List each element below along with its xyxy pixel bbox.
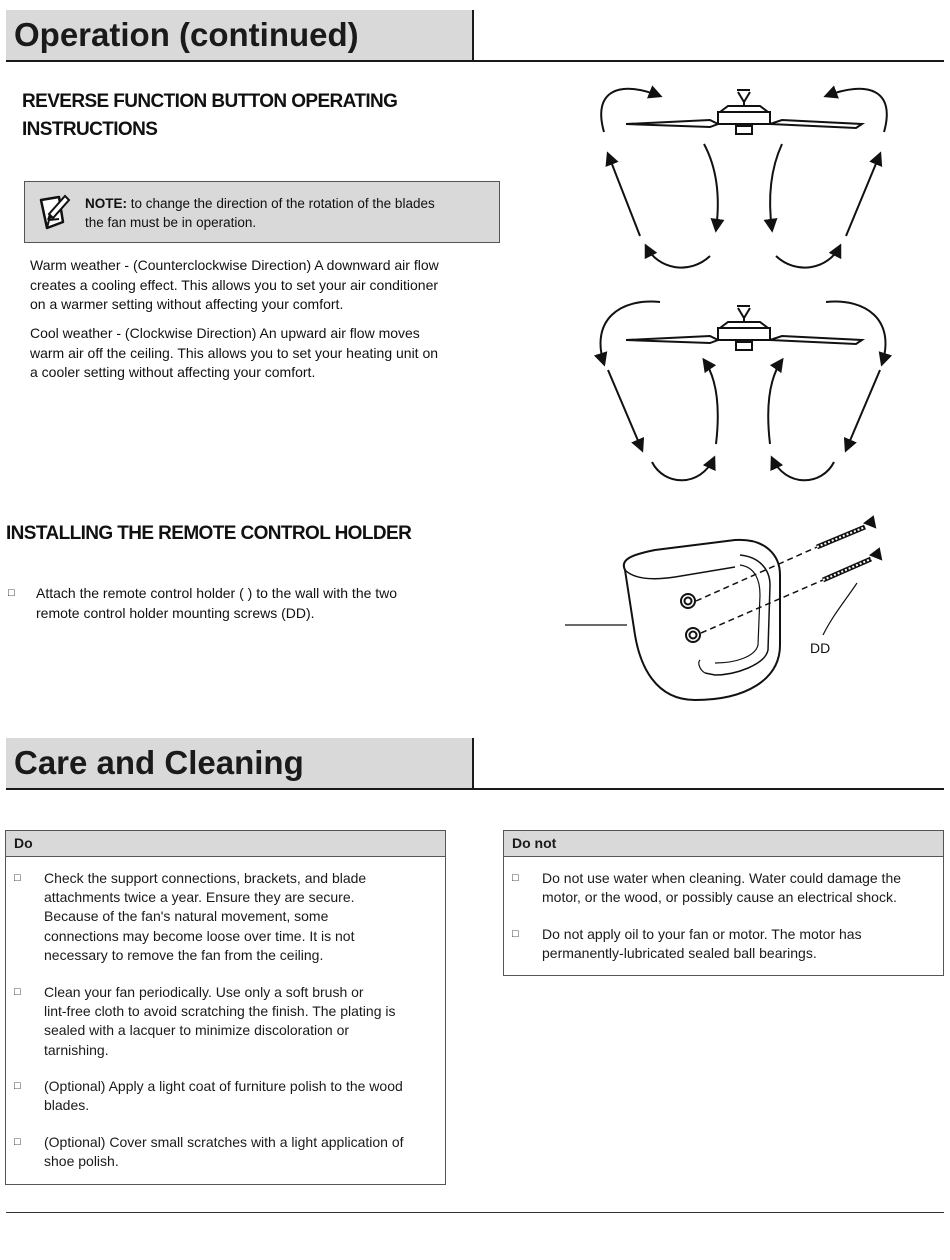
do-not-item-text <box>542 925 935 963</box>
do-item-text <box>44 1133 437 1171</box>
operation-section-header <box>6 10 944 62</box>
warm-line: on a warmer setting without affecting your comfort. <box>30 296 344 312</box>
do-item-line: Check the support connections, brackets, and blade <box>44 870 367 886</box>
do-not-table <box>503 830 944 976</box>
cool-line: Cool weather - (Clockwise Direction) An upward air flow moves <box>30 325 420 341</box>
do-item-text <box>44 983 437 1060</box>
cool-line: warm air off the ceiling. This allows you to set your heating unit on <box>30 344 439 361</box>
warm-line: creates a cooling effect. This allows you to set your air conditioner <box>30 276 439 293</box>
holder-heading: INSTALLING THE REMOTE CONTROL HOLDER <box>6 523 412 544</box>
do-not-item-line: motor, or the wood, or possibly cause an electrical shock. <box>542 889 897 906</box>
care-title-box <box>6 738 474 790</box>
header-rule <box>6 788 944 790</box>
fan-bottom <box>626 306 862 350</box>
checkbox-bullet-icon: □ <box>14 1080 21 1092</box>
do-item-line: Because of the fan's natural movement, some <box>44 908 329 925</box>
holder-instruction <box>8 584 468 626</box>
checkbox-bullet-icon: □ <box>14 872 21 884</box>
note-box <box>24 181 500 243</box>
checkbox-bullet-icon: □ <box>14 1136 21 1148</box>
do-item-line: (Optional) Apply a light coat of furniture polish to the wood <box>44 1078 403 1094</box>
header-rule <box>6 60 944 62</box>
warm-weather-paragraph <box>30 256 439 315</box>
do-item-line: lint-free cloth to avoid scratching the finish. The plating is <box>44 1003 396 1020</box>
do-not-item-line: permanently-lubricated sealed ball bearings. <box>542 945 817 962</box>
do-item-line: attachments twice a year. Ensure they are secure. <box>44 889 355 906</box>
note-line-1: to change the direction of the rotation of the blades <box>127 196 435 211</box>
fan-airflow-diagram <box>560 70 944 500</box>
warm-line: Warm weather - (Counterclockwise Direction) A downward air flow <box>30 257 439 273</box>
care-title: Care and Cleaning <box>14 744 304 781</box>
do-item-line: (Optional) Cover small scratches with a light application of <box>44 1134 404 1150</box>
checkbox-bullet-icon: □ <box>512 928 519 940</box>
checkbox-bullet-icon: □ <box>512 872 519 884</box>
page-bottom-rule <box>6 1212 944 1213</box>
reverse-heading-line-1: REVERSE FUNCTION BUTTON OPERATING <box>22 91 398 112</box>
do-item-line: shoe polish. <box>44 1153 119 1170</box>
do-item-line: sealed with a lacquer to minimize discoloration or <box>44 1022 350 1039</box>
do-table-header <box>6 831 445 857</box>
do-item-text <box>44 1077 437 1115</box>
do-item-line: necessary to remove the fan from the ceiling. <box>44 946 324 963</box>
do-not-table-header <box>504 831 943 857</box>
do-table <box>5 830 446 1185</box>
do-not-item-text <box>542 869 935 907</box>
operation-title: Operation (continued) <box>14 16 359 53</box>
do-not-item-line: Do not use water when cleaning. Water could damage the <box>542 870 902 886</box>
reverse-function-heading <box>22 88 397 144</box>
dd-label: DD <box>810 640 831 656</box>
note-pencil-icon <box>35 192 71 232</box>
checkbox-bullet-icon: □ <box>14 986 21 998</box>
care-section-header <box>6 738 944 790</box>
note-line-2: the fan must be in operation. <box>85 215 257 230</box>
operation-title-box <box>6 10 474 62</box>
do-title: Do <box>14 835 33 851</box>
do-item-text <box>44 869 437 965</box>
do-not-item-line: Do not apply oil to your fan or motor. The motor has <box>542 926 862 942</box>
do-item-line: Clean your fan periodically. Use only a soft brush or <box>44 984 364 1000</box>
checkbox-bullet-icon: □ <box>8 587 15 599</box>
reverse-heading-line-2: INSTRUCTIONS <box>22 119 158 140</box>
cool-weather-paragraph <box>30 324 438 383</box>
holder-line: Attach the remote control holder ( ) to the wall with the two <box>36 585 398 601</box>
do-item-line: connections may become loose over time. It is not <box>44 927 355 944</box>
do-item-line: blades. <box>44 1097 90 1114</box>
do-not-title: Do not <box>512 835 557 851</box>
do-item-line: tarnishing. <box>44 1041 109 1058</box>
holder-instruction-text <box>36 584 397 623</box>
note-text <box>85 194 490 232</box>
holder-line: remote control holder mounting screws (DD). <box>36 604 315 621</box>
note-label: NOTE: <box>85 196 127 211</box>
cool-line: a cooler setting without affecting your comfort. <box>30 364 316 380</box>
remote-holder-diagram <box>555 505 945 705</box>
